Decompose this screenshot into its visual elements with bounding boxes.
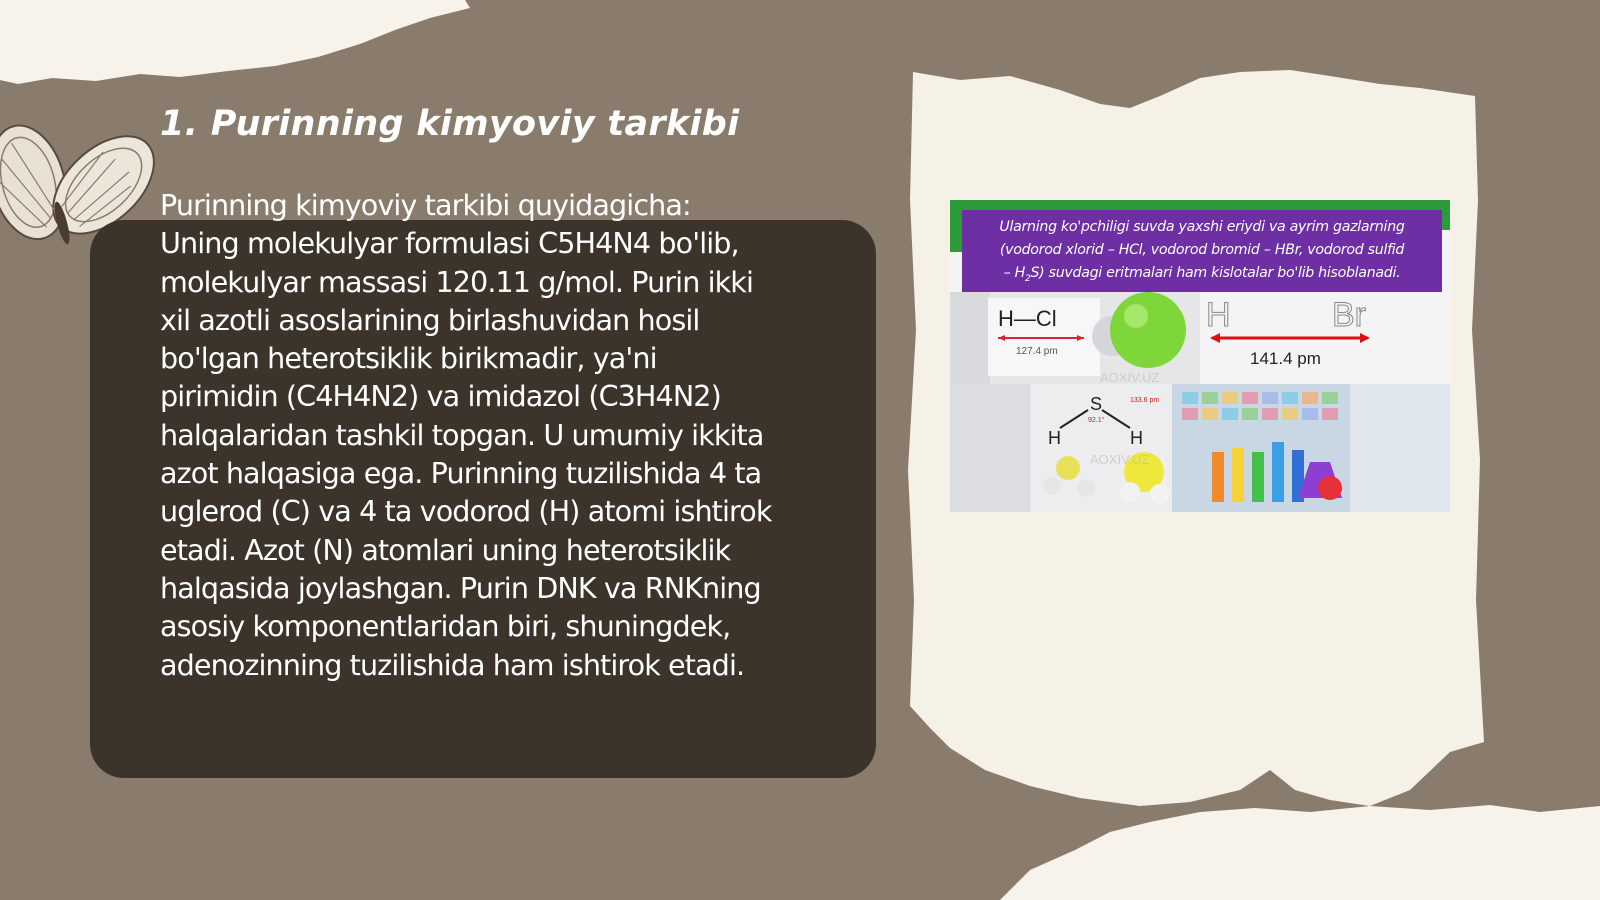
text-line: azot halqasiga ega. Purinning tuzilishida 4 ta bbox=[160, 456, 762, 491]
h2s-angle: 92.1° bbox=[1088, 417, 1105, 424]
hcl-formula: H—Cl bbox=[998, 306, 1057, 331]
text-line: etadi. Azot (N) atomlari uning heterotsiklik bbox=[160, 532, 731, 567]
text-line: asosiy komponentlaridan biri, shuningdek, bbox=[160, 609, 731, 644]
slide-title: 1. Purinning kimyoviy tarkibi bbox=[160, 104, 740, 144]
text-line: halqasida joylashgan. Purin DNK va RNKning bbox=[160, 570, 761, 605]
chemistry-figure bbox=[950, 200, 1450, 512]
figure-accent-top bbox=[950, 200, 1450, 210]
text-line: adenozinning tuzilishida ham ishtirok etadi. bbox=[160, 647, 745, 682]
banner-h2s-subscript: 2 bbox=[1025, 273, 1031, 284]
banner-line bbox=[962, 262, 1442, 291]
h2s-s-label: S bbox=[1090, 394, 1103, 414]
banner-line: (vodorod xlorid – HCl, vodorod bromid – HBr, vodorod sulfid bbox=[999, 242, 1405, 258]
text-line: pirimidin (C4H4N2) va imidazol (C3H4N2) bbox=[160, 379, 721, 414]
text-line: xil azotli asoslarining birlashuvidan hosil bbox=[160, 302, 700, 337]
text-line: halqalaridan tashkil topgan. U umumiy ikkita bbox=[160, 417, 764, 452]
hbr-br-label: Br bbox=[1332, 296, 1366, 334]
text-line: molekulyar massasi 120.11 g/mol. Purin ikki bbox=[160, 264, 754, 299]
h2s-h2-label: H bbox=[1130, 428, 1143, 448]
h2s-h1-label: H bbox=[1048, 428, 1061, 448]
banner-h2s-h: – H bbox=[1003, 265, 1026, 281]
chlorine-atom bbox=[1110, 292, 1186, 368]
text-line: bo'lgan heterotsiklik birikmadir, ya'ni bbox=[160, 341, 657, 376]
watermark: AOXIV.UZ bbox=[1100, 370, 1160, 385]
molecule-illustrations bbox=[950, 292, 1450, 512]
text-line: Uning molekulyar formulasi C5H4N4 bo'lib, bbox=[160, 226, 739, 261]
hbr-bond-length: 141.4 pm bbox=[1250, 349, 1321, 368]
h2s-bond-length: 133.6 pm bbox=[1130, 397, 1160, 404]
hbr-h-label: H bbox=[1206, 296, 1231, 334]
watermark: AOXIV.UZ bbox=[1090, 452, 1150, 467]
intro-line: Purinning kimyoviy tarkibi quyidagicha: bbox=[160, 188, 691, 222]
text-line: uglerod (C) va 4 ta vodorod (H) atomi ishtirok bbox=[160, 494, 772, 529]
figure-banner bbox=[962, 210, 1442, 292]
banner-line: Ularning ko'pchiligi suvda yaxshi eriydi va ayrim gazlarning bbox=[999, 219, 1405, 235]
banner-h2s-rest: S) suvdagi eritmalari ham kislotalar bo'lib hisoblanadi. bbox=[1030, 265, 1401, 281]
hcl-bond-length: 127.4 pm bbox=[1016, 346, 1058, 357]
